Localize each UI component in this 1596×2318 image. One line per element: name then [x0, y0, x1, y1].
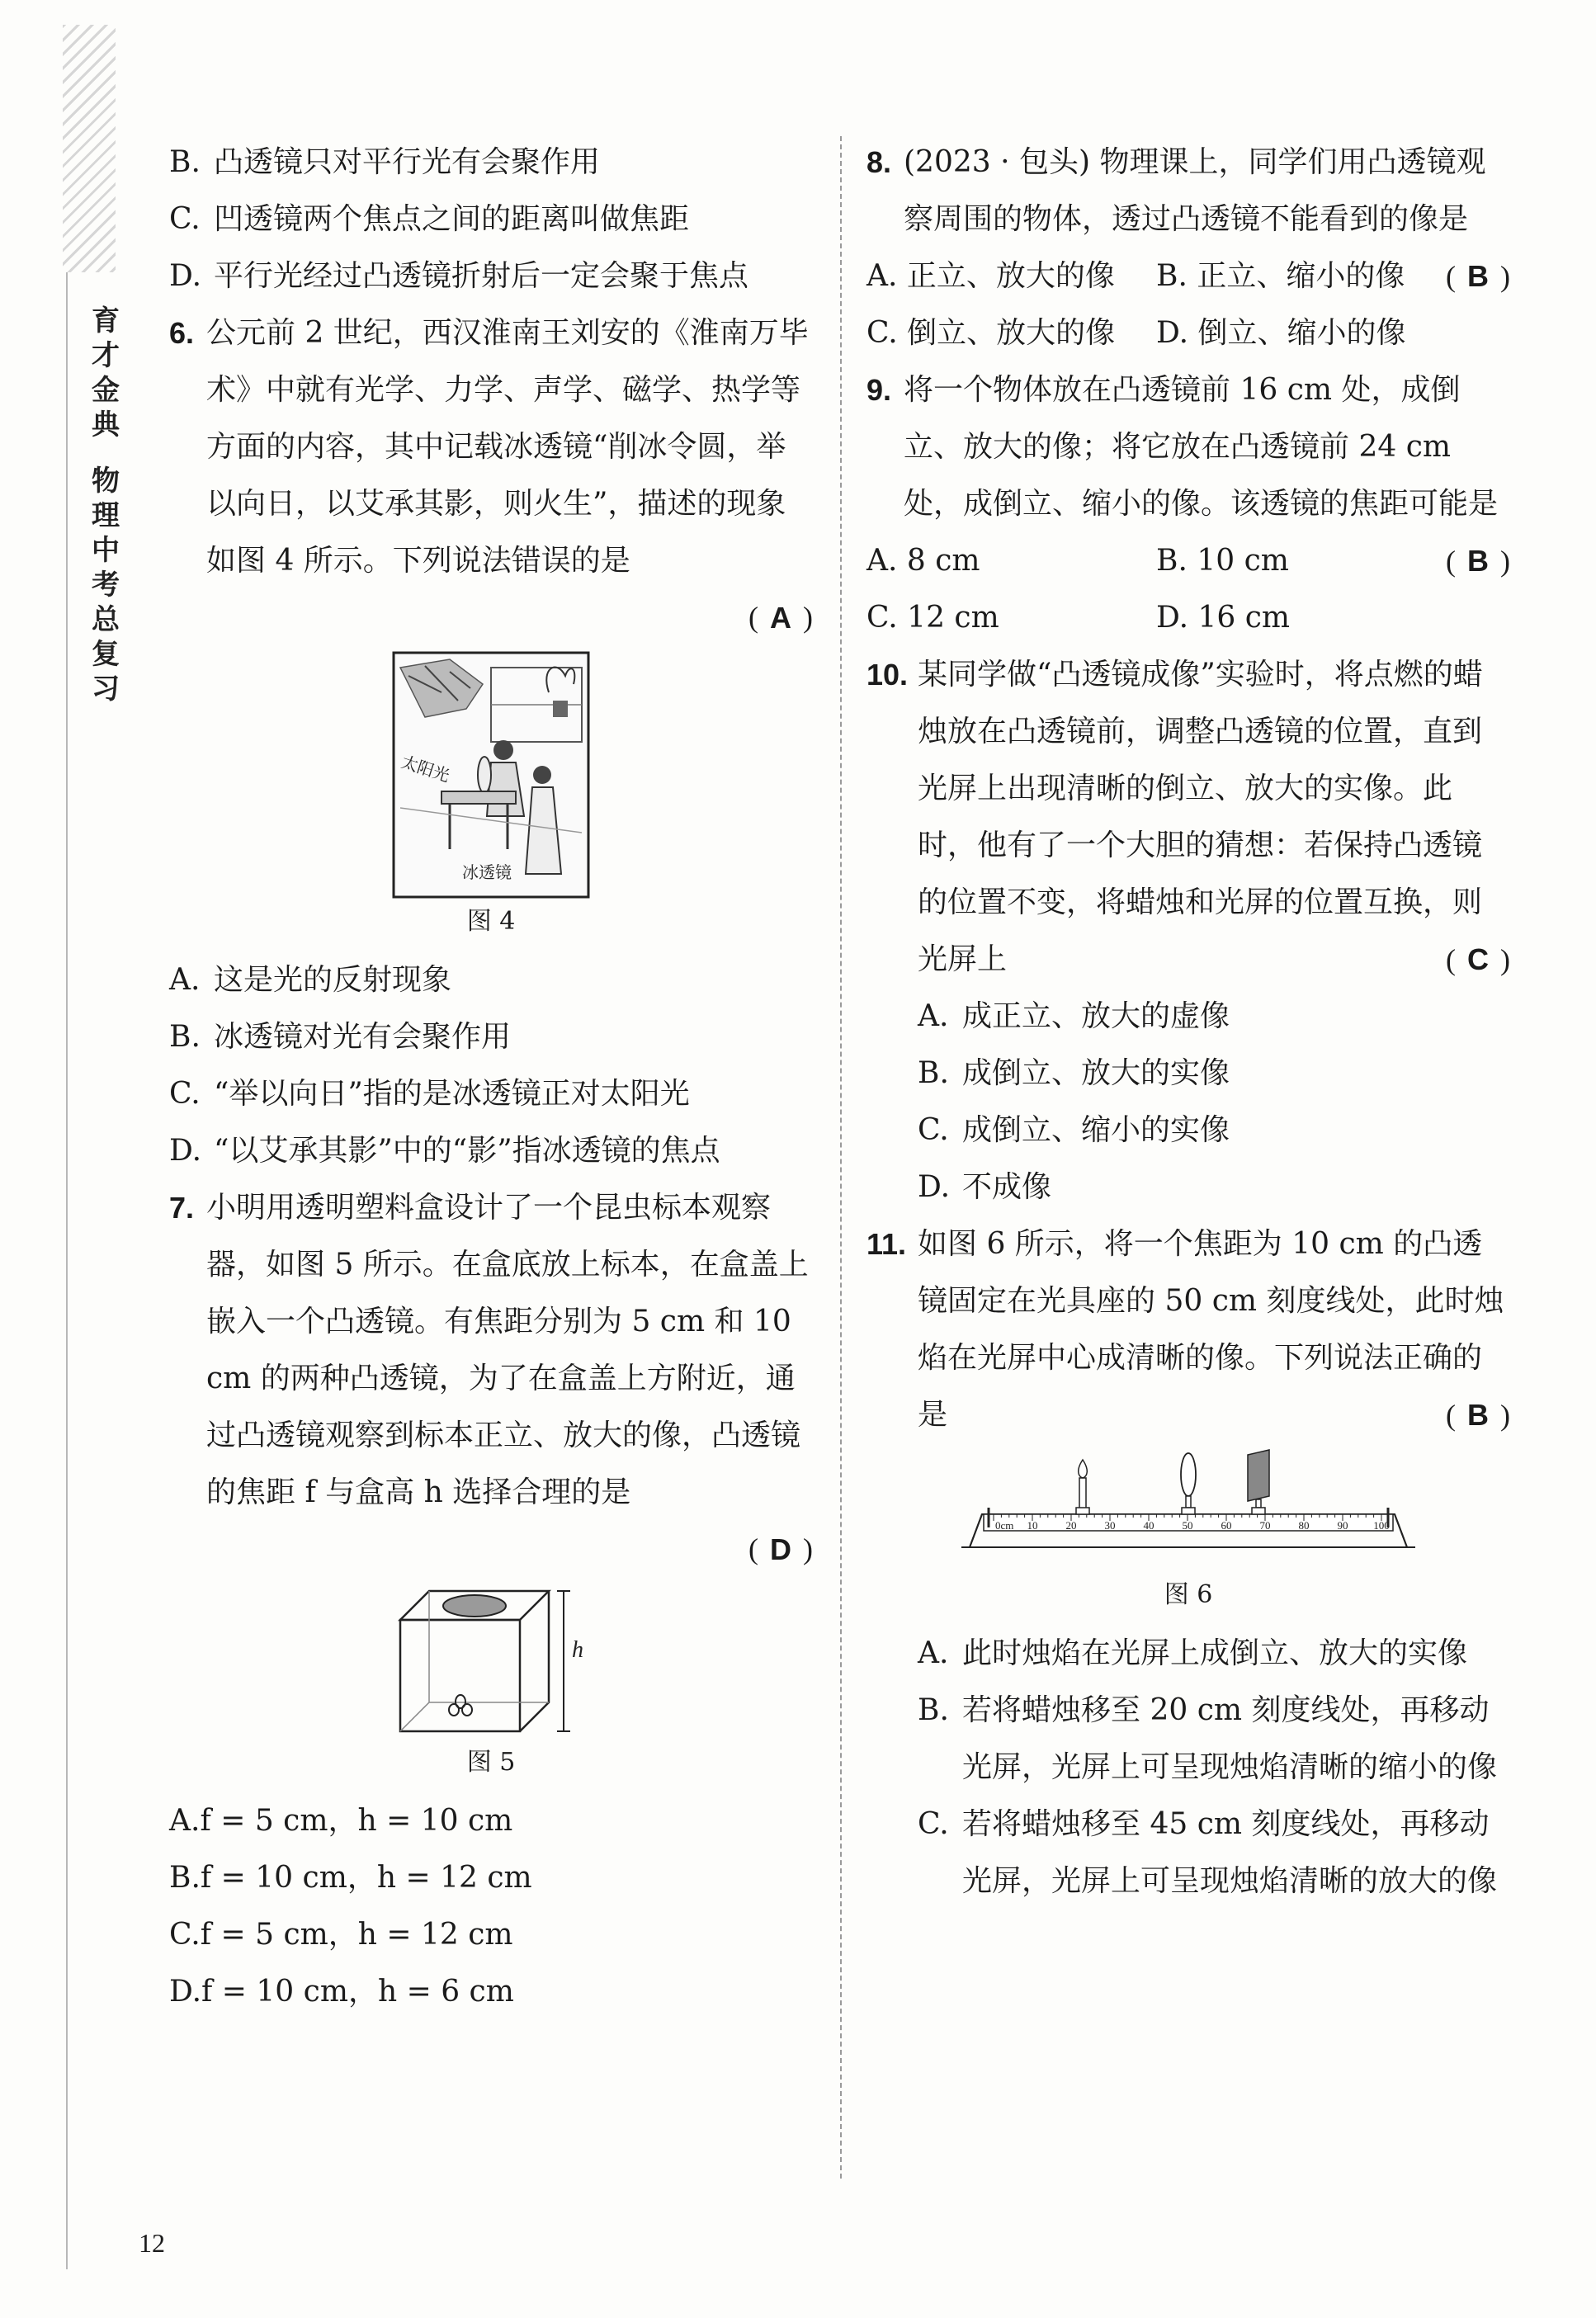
option [918, 1625, 1510, 1682]
option-label: A. [169, 963, 201, 997]
option-text: 若将蜡烛移至 20 cm 刻度线处，再移动光屏，光屏上可呈现烛焰清晰的缩小的像 [962, 1693, 1498, 1784]
ruler-label: 60 [1221, 1519, 1232, 1532]
option-label: B. [169, 145, 201, 179]
ice-lens-illustration [392, 651, 590, 899]
option-label: D. [169, 1134, 202, 1168]
light-screen [1248, 1450, 1269, 1514]
option-text: f = 10 cm，h = 12 cm [200, 1861, 532, 1895]
option [918, 1045, 1510, 1102]
ruler-label: 0cm [995, 1519, 1014, 1532]
answer-line: ( D ) [169, 1521, 813, 1578]
ruler-label: 20 [1065, 1519, 1077, 1532]
option [866, 532, 1156, 589]
option-label: A. [169, 1804, 201, 1838]
option [918, 1102, 1510, 1159]
optical-bench-diagram [957, 1448, 1419, 1572]
option-text: 不成像 [962, 1170, 1052, 1204]
sidebar-char: 育 [92, 305, 120, 338]
option-label: B. [169, 1020, 201, 1054]
question-6 [169, 305, 813, 589]
sidebar-char: 才 [92, 339, 120, 372]
option-label: D. [918, 1170, 951, 1204]
column-divider [840, 136, 842, 2179]
height-label: h [572, 1637, 583, 1663]
ruler-label: 90 [1337, 1519, 1348, 1532]
answer-line: ( A ) [169, 589, 813, 646]
option-text: f = 10 cm，h = 6 cm [201, 1975, 514, 2009]
option-text: 凹透镜两个焦点之间的距离叫做焦距 [214, 202, 690, 236]
figure-caption: 图 5 [466, 1748, 516, 1777]
option-text: 成正立、放大的虚像 [962, 999, 1230, 1033]
figure-5 [169, 1583, 813, 1743]
option [169, 191, 813, 248]
option-label: C. [918, 1807, 949, 1841]
ruler-label: 50 [1182, 1519, 1193, 1532]
option-label: B. [918, 1693, 949, 1727]
answer: B [1467, 1398, 1489, 1432]
answer-line: ( C ) [1446, 942, 1510, 976]
option-label: D. [169, 1975, 202, 2009]
sidebar-char: 考 [92, 569, 120, 602]
option-text: 16 cm [1197, 601, 1291, 635]
question-number: 8. [866, 145, 892, 179]
question-text: 某同学做“凸透镜成像”实验时，将点燃的蜡烛放在凸透镜前，调整凸透镜的位置，直到光屏上出现清晰的倒立、放大的实像。此时，他有了一个大胆的猜想：若保持凸透镜的位置不变，将蜡烛和光屏的位置互换，则光屏上 [918, 658, 1483, 976]
option [169, 134, 813, 191]
option-text: 这是光的反射现象 [214, 963, 452, 997]
option-text: 成倒立、放大的实像 [962, 1056, 1230, 1090]
option-label: D. [169, 259, 202, 293]
sidebar-char: 中 [92, 534, 120, 567]
option-label: C. [866, 601, 898, 635]
answer-line: ( B ) [1446, 544, 1510, 578]
option-text: 冰透镜对光有会聚作用 [214, 1020, 512, 1054]
answer: D [770, 1532, 791, 1566]
option [1156, 532, 1446, 589]
option-text: f = 5 cm，h = 10 cm [200, 1804, 513, 1838]
side-rule [66, 272, 68, 2269]
q5-options-continued [169, 134, 813, 305]
option-row [866, 248, 1446, 305]
option [169, 1906, 813, 1963]
question-10 [866, 646, 1510, 988]
option [1156, 589, 1446, 646]
option-label: C. [169, 1918, 201, 1952]
candle [1076, 1460, 1089, 1514]
option-text: “以艾承其影”中的“影”指冰透镜的焦点 [214, 1134, 720, 1168]
option [1156, 305, 1446, 361]
option [169, 951, 813, 1008]
option-text: 倒立、缩小的像 [1197, 316, 1406, 350]
option-label: C. [169, 1077, 201, 1111]
option [866, 589, 1156, 646]
decorative-hatch [63, 25, 116, 272]
insect-specimen [449, 1695, 472, 1716]
ruler-label: 40 [1143, 1519, 1155, 1532]
option-label: B. [1156, 544, 1188, 578]
option-text: 10 cm [1197, 544, 1289, 578]
option [918, 988, 1510, 1045]
specimen-box-diagram [384, 1583, 598, 1740]
question-text: 如图 6 所示，将一个焦距为 10 cm 的凸透镜固定在光具座的 50 cm 刻度线处，此时烛焰在光屏中心成清晰的像。下列说法正确的是 [918, 1227, 1504, 1432]
option [169, 1849, 813, 1906]
option [169, 1008, 813, 1065]
answer-line: ( B ) [1446, 259, 1510, 293]
option-row [866, 589, 1446, 646]
option-text: 凸透镜只对平行光有会聚作用 [214, 145, 601, 179]
figure-caption: 图 4 [466, 907, 516, 936]
option-text: 此时烛焰在光屏上成倒立、放大的实像 [962, 1636, 1468, 1670]
question-text: 将一个物体放在凸透镜前 16 cm 处，成倒立、放大的像；将它放在凸透镜前 24 cm 处，成倒立、缩小的像。该透镜的焦距可能是 [904, 373, 1499, 521]
option-label: D. [1156, 316, 1189, 350]
option [918, 1682, 1510, 1796]
question-text: 小明用透明塑料盒设计了一个昆虫标本观察器，如图 5 所示。在盒底放上标本，在盒盖上嵌入一个凸透镜。有焦距分别为 5 cm 和 10 cm 的两种凸透镜，为了在盒盖上方附近，通过凸透镜观察到标本正立、放大的像，凸透镜的焦距 f 与盒高 h 选择合理的是 [206, 1191, 809, 1509]
option [866, 248, 1156, 305]
sidebar-char: 总 [92, 603, 120, 636]
ruler-label: 70 [1259, 1519, 1271, 1532]
option-label: D. [1156, 601, 1189, 635]
q10-options [866, 988, 1510, 1216]
option [169, 1792, 813, 1849]
option-text: 平行光经过凸透镜折射后一定会聚于焦点 [214, 259, 749, 293]
sidebar-brand [91, 304, 120, 706]
option-label: B. [918, 1056, 949, 1090]
ruler-label: 10 [1027, 1519, 1038, 1532]
option-row [866, 532, 1446, 589]
option-text: 正立、缩小的像 [1197, 259, 1405, 293]
option [918, 1796, 1510, 1910]
option-label: C. [866, 316, 898, 350]
option-text: 倒立、放大的像 [907, 316, 1116, 350]
figure-4 [169, 651, 813, 902]
option [169, 248, 813, 305]
option-text: 成倒立、缩小的实像 [962, 1113, 1230, 1147]
option [918, 1159, 1510, 1216]
question-number: 11. [866, 1227, 907, 1261]
question-number: 9. [866, 373, 892, 407]
option-label: A. [866, 259, 898, 293]
option-text: f = 5 cm，h = 12 cm [200, 1918, 513, 1952]
question-number: 7. [169, 1191, 195, 1225]
answer: B [1467, 259, 1489, 293]
sidebar-char: 习 [92, 673, 120, 706]
option-text: 若将蜡烛移至 45 cm 刻度线处，再移动光屏，光屏上可呈现烛焰清晰的放大的像 [962, 1807, 1498, 1898]
option [866, 305, 1156, 361]
ruler-label: 80 [1298, 1519, 1310, 1532]
convex-lens [1181, 1453, 1196, 1514]
ice-lens-label: 冰透镜 [462, 862, 512, 882]
option [169, 1065, 813, 1122]
sidebar-char: 复 [92, 638, 120, 671]
left-column [169, 134, 813, 2020]
option-label: B. [1156, 259, 1188, 293]
answer-line: ( B ) [1446, 1398, 1510, 1432]
option-row [866, 305, 1446, 361]
answer: C [1467, 942, 1489, 976]
option-text: “举以向日”指的是冰透镜正对太阳光 [214, 1077, 690, 1111]
sidebar-char: 物 [92, 465, 120, 498]
ruler-label: 100 [1373, 1519, 1390, 1532]
sidebar-char: 金 [92, 374, 120, 407]
answer: A [770, 601, 791, 635]
option [1156, 248, 1446, 305]
brand-title [91, 304, 120, 442]
option [169, 1963, 813, 2020]
ruler-label: 30 [1104, 1519, 1116, 1532]
question-7 [169, 1179, 813, 1521]
option [169, 1122, 813, 1179]
page-number: 12 [139, 2228, 165, 2258]
option-text: 正立、放大的像 [906, 259, 1115, 293]
option-label: C. [918, 1113, 949, 1147]
sunlight-label: 太阳光 [399, 751, 452, 786]
question-11 [866, 1216, 1510, 1443]
sidebar-char: 理 [92, 499, 120, 532]
option-label: C. [169, 202, 201, 236]
question-number: 6. [169, 316, 195, 350]
option-text: 8 cm [906, 544, 980, 578]
option-label: A. [866, 544, 898, 578]
figure-6 [866, 1448, 1510, 1575]
subject-title [91, 464, 120, 706]
option-text: 12 cm [907, 601, 999, 635]
question-text: (2023 · 包头) 物理课上，同学们用凸透镜观察周围的物体，透过凸透镜不能看到的像是 [904, 145, 1486, 236]
answer: B [1467, 544, 1489, 578]
option-label: B. [169, 1861, 201, 1895]
right-column [866, 134, 1510, 1910]
option-label: A. [918, 999, 949, 1033]
question-text: 公元前 2 世纪，西汉淮南王刘安的《淮南万毕术》中就有光学、力学、声学、磁学、热学等方面的内容，其中记载冰透镜“削冰令圆，举以向日，以艾承其影，则火生”，描述的现象如图 4 所示。下列说法错误的是 [206, 316, 809, 578]
q7-options [169, 1792, 813, 2020]
sidebar-char: 典 [92, 408, 120, 441]
figure-caption: 图 6 [1164, 1580, 1213, 1609]
option-label: A. [918, 1636, 949, 1670]
q11-options [866, 1625, 1510, 1910]
q6-options [169, 951, 813, 1179]
question-number: 10. [866, 658, 909, 692]
